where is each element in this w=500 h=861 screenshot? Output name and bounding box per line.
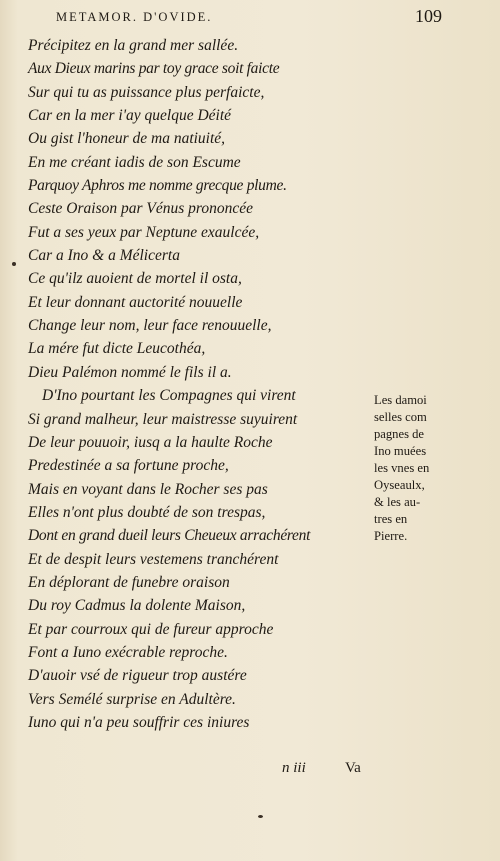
verse-line: Font a Iuno exécrable reproche.	[28, 643, 228, 661]
marginal-note-line: Pierre.	[374, 529, 408, 543]
page-footer	[0, 760, 500, 784]
marginal-note-line: selles com	[374, 410, 427, 424]
verse-line: Car a Ino & a Mélicerta	[28, 247, 180, 265]
marginal-note-line: tres en	[374, 512, 408, 526]
page-header	[0, 6, 500, 28]
marginal-note-line: Ino muées	[374, 444, 427, 458]
verse-line: Mais en voyant dans le Rocher ses pas	[28, 480, 268, 498]
verse-line: Précipitez en la grand mer sallée.	[28, 37, 239, 54]
ink-speck	[258, 815, 263, 818]
verse-line: Predestinée a sa fortune proche,	[28, 457, 229, 475]
verse-line: Et de despit leurs vestemens tranchérent	[28, 550, 279, 568]
verse-line: Change leur nom, leur face renouuelle,	[28, 317, 272, 335]
verse-line: Et par courroux qui de fureur approche	[28, 620, 274, 638]
verse-line: Et leur donnant auctorité nouuelle	[28, 293, 243, 311]
verse-line: Car en la mer i'ay quelque Déité	[28, 107, 232, 125]
verse-line: Ou gist l'honeur de ma natiuité,	[28, 130, 226, 148]
verse-line: Sur qui tu as puissance plus perfaicte,	[28, 83, 265, 101]
verse-line: Parquoy Aphros me nomme grecque plume.	[28, 177, 287, 195]
verse-line: En me créant iadis de son Escume	[28, 153, 241, 171]
verse-line: Vers Semélé surprise en Adultère.	[28, 690, 236, 708]
verse-line: Dont en grand dueil leurs Cheueux arrachérent	[28, 527, 311, 545]
verse-line: Ce qu'ilz auoient de mortel il osta,	[28, 270, 242, 288]
marginal-note-line: pagnes de	[374, 427, 425, 441]
verse-line: En déplorant de funebre oraison	[28, 573, 230, 591]
verse-line: La mére fut dicte Leucothéa,	[28, 340, 206, 358]
marginal-note-line: Les damoi	[374, 393, 427, 407]
verse-line: De leur pouuoir, iusq a la haulte Roche	[28, 433, 273, 451]
verse-line: Dieu Palémon nommé le fils il a.	[28, 363, 232, 381]
marginal-note-line: Oyseaulx,	[374, 478, 425, 492]
verse-line: D'auoir vsé de rigueur trop austére	[28, 667, 247, 685]
verse-line: Ceste Oraison par Vénus prononcée	[28, 200, 254, 218]
marginal-note-line: & les au-	[374, 495, 421, 509]
verse-block	[28, 34, 378, 734]
running-title: METAMOR. D'OVIDE.	[56, 10, 213, 24]
verse-line: Aux Dieux marins par toy grace soit faicte	[28, 60, 280, 78]
verse-line: Si grand malheur, leur maistresse suyuirent	[28, 410, 298, 428]
verse-line: Elles n'ont plus doubté de son trespas,	[28, 503, 266, 521]
verse-line: Iuno qui n'a peu souffrir ces iniures	[28, 713, 250, 731]
marginal-note	[374, 392, 460, 545]
verse-line: D'Ino pourtant les Compagnes qui virent	[42, 387, 296, 405]
verse-line: Fut a ses yeux par Neptune exaulcée,	[28, 223, 260, 241]
folio-number: 109	[415, 6, 442, 26]
catchword: Va	[345, 760, 361, 776]
marginal-note-line: les vnes en	[374, 461, 430, 475]
ink-speck	[12, 262, 16, 266]
signature-mark: n iii	[282, 760, 306, 776]
verse-line: Du roy Cadmus la dolente Maison,	[28, 597, 246, 615]
